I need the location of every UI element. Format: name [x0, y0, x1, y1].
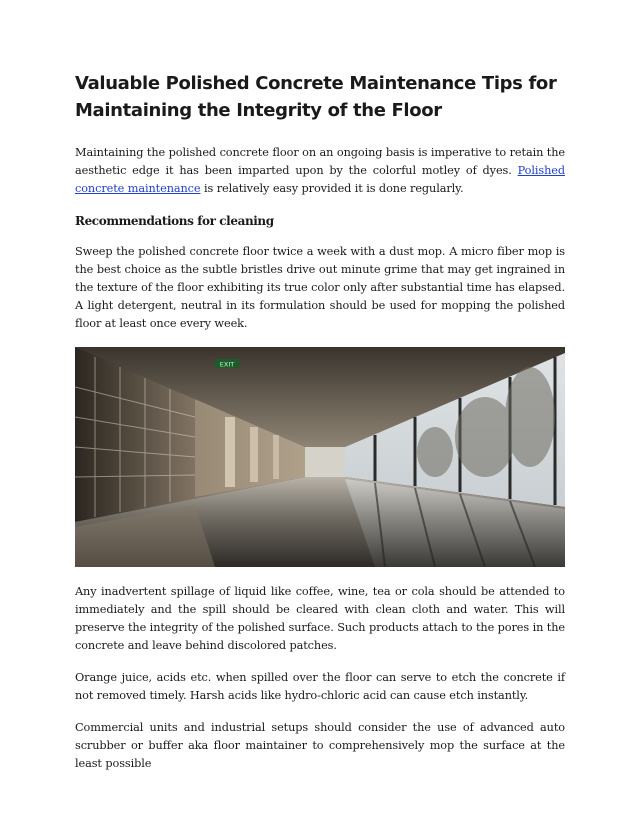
paragraph-spillage: Any inadvertent spillage of liquid like coffee, wine, tea or cola should be attended to immediately and the spill should be cleared with clean cloth and water. This will preserve the integrity of the polished surface. Such products attach to the pores in the concrete and leave behind discolored patches. [75, 585, 565, 652]
section-heading: Recommendations for cleaning [75, 214, 274, 228]
intro-tail: is relatively easy provided it is done regularly. [200, 182, 464, 195]
article-title [75, 70, 565, 124]
intro-text: Maintaining the polished concrete floor on an ongoing basis is imperative to retain the aesthetic edge it has been imparted upon by the colorful motley of dyes. [75, 146, 565, 177]
intro-paragraph [75, 144, 565, 198]
title-line-2: Maintaining the Integrity of the Floor [75, 100, 442, 121]
corridor-illustration [75, 347, 565, 567]
paragraph-acids: Orange juice, acids etc. when spilled over the floor can serve to etch the concrete if not removed timely. Harsh acids like hydro-chloric acid can cause etch instantly. [75, 671, 565, 702]
paragraph-sweep: Sweep the polished concrete floor twice a week with a dust mop. A micro fiber mop is the best choice as the subtle bristles drive out minute grime that may get ingrained in the texture of the floor exhibiting its true color only after substantial time has elapsed. A light detergent, neutral in its formulation should be used for mopping the polished floor at least once every week. [75, 245, 565, 330]
polished-concrete-maintenance-link[interactable]: Polished concrete maintenance [75, 164, 565, 195]
polished-corridor-photo [75, 347, 565, 567]
title-line-1: Valuable Polished Concrete Maintenance Tips for [75, 73, 557, 94]
exit-sign-text: EXIT [219, 360, 235, 369]
paragraph-commercial: Commercial units and industrial setups should consider the use of advanced auto scrubber or buffer aka floor maintainer to comprehensively mop the surface at the least possible [75, 721, 565, 770]
